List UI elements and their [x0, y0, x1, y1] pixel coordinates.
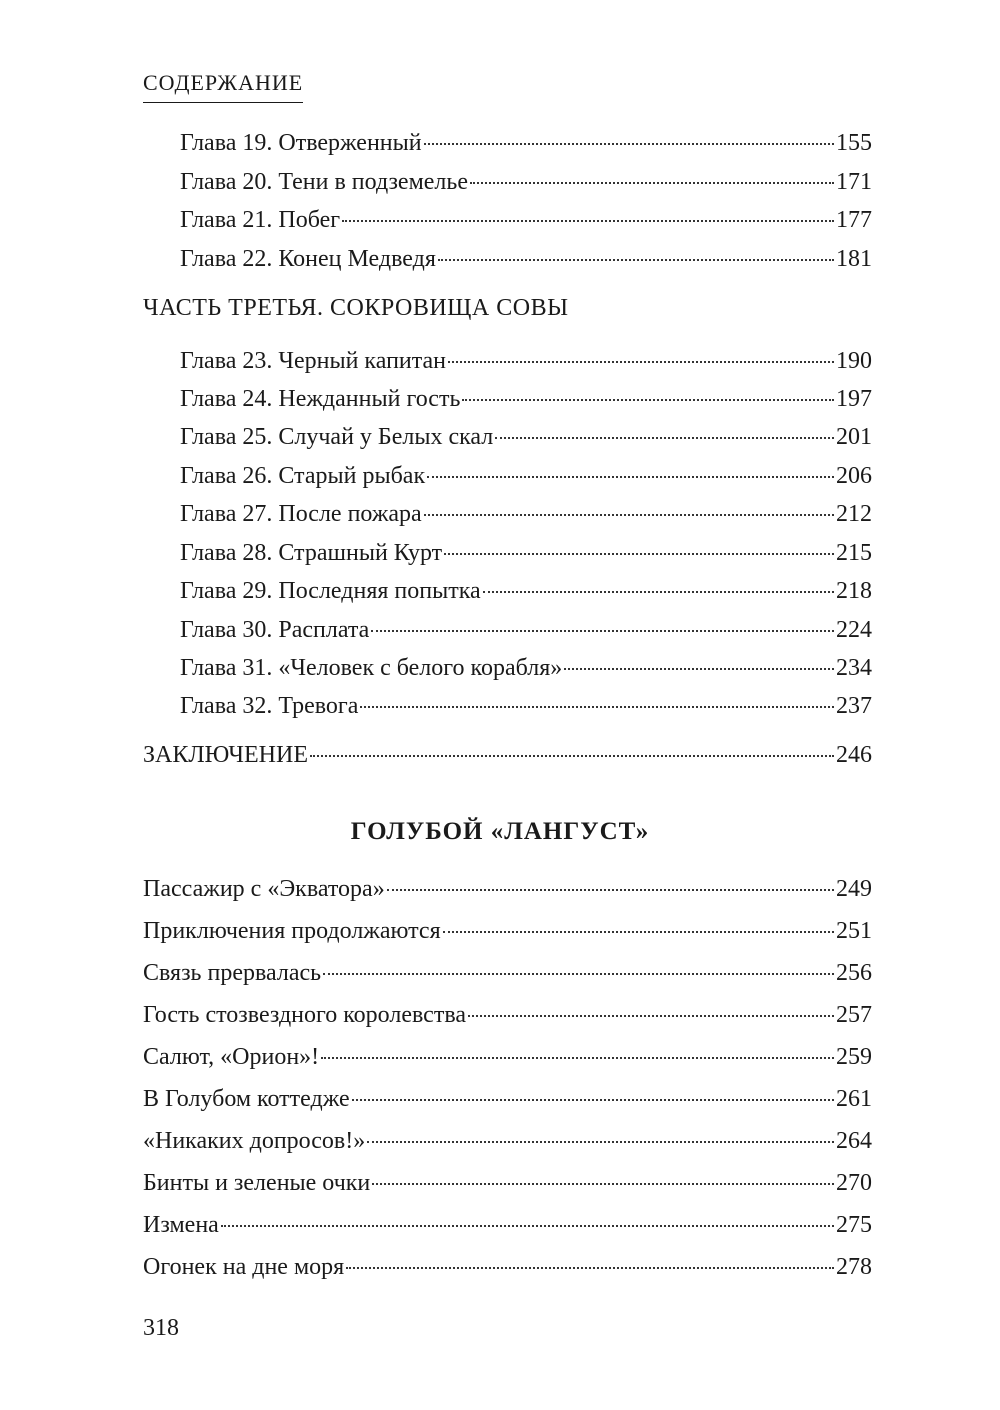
toc-row	[0, 916, 1000, 946]
toc-row	[0, 128, 1000, 158]
toc-entry-title: Глава 22. Конец Медведя	[180, 246, 436, 272]
dot-leader	[371, 630, 834, 632]
toc-entry-title: «Никаких допросов!»	[143, 1128, 366, 1154]
dot-leader	[564, 668, 834, 670]
toc-row	[0, 167, 1000, 197]
toc-entry-title: Измена	[143, 1212, 219, 1238]
toc-entry-conclusion[interactable]	[143, 740, 872, 770]
toc-entry[interactable]	[180, 167, 872, 197]
dot-leader	[424, 143, 834, 145]
toc-entry[interactable]	[143, 874, 872, 904]
toc-entry[interactable]	[180, 615, 872, 645]
part-title: ЧАСТЬ ТРЕТЬЯ. СОКРОВИЩА СОВЫ	[143, 295, 569, 321]
toc-entry-page: 177	[836, 207, 872, 233]
section-title: ГОЛУБОЙ «ЛАНГУСТ»	[350, 818, 650, 845]
dot-leader	[468, 1015, 834, 1017]
dot-leader	[483, 591, 834, 593]
toc-row	[0, 384, 1000, 414]
dot-leader	[352, 1099, 834, 1101]
toc-row	[0, 1084, 1000, 1114]
toc-row	[0, 538, 1000, 568]
dot-leader	[221, 1225, 834, 1227]
toc-entry[interactable]	[180, 346, 872, 376]
toc-entry[interactable]	[180, 384, 872, 414]
toc-entry-title: Глава 27. После пожара	[180, 501, 422, 527]
toc-entry-page: 259	[836, 1044, 872, 1070]
toc-entry[interactable]	[143, 916, 872, 946]
toc-entry-title: Гость стозвездного королевства	[143, 1002, 466, 1028]
toc-entry-title: Салют, «Орион»!	[143, 1044, 320, 1070]
toc-entry-title: Глава 26. Старый рыбак	[180, 463, 426, 489]
toc-entry-page: 270	[836, 1170, 872, 1196]
toc-row	[0, 1126, 1000, 1156]
toc-row	[0, 874, 1000, 904]
toc-entry[interactable]	[180, 653, 872, 683]
toc-row	[0, 422, 1000, 452]
toc-row	[0, 1042, 1000, 1072]
toc-entry-page: 215	[836, 540, 872, 566]
toc-entry[interactable]	[143, 1084, 872, 1114]
toc-row	[0, 1210, 1000, 1240]
toc-entry-page: 256	[836, 960, 872, 986]
toc-entry[interactable]	[180, 499, 872, 529]
dot-leader	[346, 1267, 834, 1269]
toc-row	[0, 958, 1000, 988]
toc-entry-title: Глава 28. Страшный Курт	[180, 540, 443, 566]
toc-entry-page: 257	[836, 1002, 872, 1028]
toc-entry-title: Глава 29. Последняя попытка	[180, 578, 481, 604]
dot-leader	[323, 973, 834, 975]
toc-entry-page: 206	[836, 463, 872, 489]
toc-row	[0, 346, 1000, 376]
dot-leader	[427, 476, 834, 478]
toc-entry[interactable]	[180, 128, 872, 158]
dot-leader	[470, 182, 834, 184]
toc-entry-title: Приключения продолжаются	[143, 918, 441, 944]
toc-entry[interactable]	[143, 1126, 872, 1156]
toc-row	[0, 740, 1000, 770]
toc-entry[interactable]	[143, 1042, 872, 1072]
toc-entry[interactable]	[180, 205, 872, 235]
dot-leader	[342, 220, 834, 222]
dot-leader	[321, 1057, 834, 1059]
toc-entry-title: Глава 19. Отверженный	[180, 130, 422, 156]
toc-entry[interactable]	[143, 958, 872, 988]
dot-leader	[448, 361, 834, 363]
toc-entry-title: Бинты и зеленые очки	[143, 1170, 371, 1196]
toc-row	[0, 653, 1000, 683]
dot-leader	[372, 1183, 834, 1185]
dot-leader	[438, 259, 834, 261]
toc-entry-page: 264	[836, 1128, 872, 1154]
toc-row	[0, 691, 1000, 721]
toc-entry[interactable]	[143, 1210, 872, 1240]
toc-row	[0, 499, 1000, 529]
toc-entry-page: 234	[836, 655, 872, 681]
toc-entry-page: 246	[836, 742, 872, 768]
toc-entry-page: 224	[836, 617, 872, 643]
toc-row	[0, 576, 1000, 606]
toc-entry[interactable]	[180, 244, 872, 274]
toc-entry-title: Глава 21. Побег	[180, 207, 341, 233]
page-number: 318	[143, 1315, 179, 1341]
toc-entry-title: Пассажир с «Экватора»	[143, 876, 385, 902]
toc-row	[0, 205, 1000, 235]
toc-entry-title: Глава 25. Случай у Белых скал	[180, 424, 494, 450]
dot-leader	[424, 514, 834, 516]
toc-entry-title: Глава 24. Нежданный гость	[180, 386, 461, 412]
toc-entry[interactable]	[180, 576, 872, 606]
toc-entry-page: 171	[836, 169, 872, 195]
toc-entry-page: 212	[836, 501, 872, 527]
toc-entry-title: Глава 23. Черный капитан	[180, 348, 447, 374]
toc-entry-page: 201	[836, 424, 872, 450]
toc-entry[interactable]	[180, 691, 872, 721]
toc-entry[interactable]	[143, 1252, 872, 1282]
dot-leader	[462, 399, 834, 401]
toc-entry-page: 237	[836, 693, 872, 719]
toc-entry-page: 197	[836, 386, 872, 412]
toc-entry-page: 261	[836, 1086, 872, 1112]
toc-entry-page: 155	[836, 130, 872, 156]
toc-entry-page: 275	[836, 1212, 872, 1238]
dot-leader	[444, 553, 834, 555]
running-header: СОДЕРЖАНИЕ	[143, 70, 303, 103]
toc-entry[interactable]	[180, 422, 872, 452]
toc-entry-page: 190	[836, 348, 872, 374]
dot-leader	[360, 706, 834, 708]
toc-entry-page: 251	[836, 918, 872, 944]
toc-row	[0, 1000, 1000, 1030]
toc-entry-title: Глава 32. Тревога	[180, 693, 359, 719]
toc-entry-title: Связь прервалась	[143, 960, 322, 986]
toc-entry-title: ЗАКЛЮЧЕНИЕ	[143, 742, 308, 768]
toc-entry[interactable]	[143, 1168, 872, 1198]
toc-row	[0, 1168, 1000, 1198]
dot-leader	[310, 755, 834, 757]
toc-entry[interactable]	[180, 538, 872, 568]
toc-entry-title: Глава 30. Расплата	[180, 617, 370, 643]
toc-entry[interactable]	[180, 461, 872, 491]
toc-row	[0, 461, 1000, 491]
toc-entry-title: В Голубом коттедже	[143, 1086, 350, 1112]
toc-entry[interactable]	[143, 1000, 872, 1030]
toc-row	[0, 1252, 1000, 1282]
toc-entry-page: 249	[836, 876, 872, 902]
toc-entry-title: Огонек на дне моря	[143, 1254, 345, 1280]
toc-row	[0, 244, 1000, 274]
toc-entry-page: 278	[836, 1254, 872, 1280]
dot-leader	[367, 1141, 834, 1143]
toc-row	[0, 615, 1000, 645]
toc-entry-title: Глава 31. «Человек с белого корабля»	[180, 655, 563, 681]
dot-leader	[443, 931, 834, 933]
toc-entry-page: 218	[836, 578, 872, 604]
dot-leader	[495, 437, 834, 439]
dot-leader	[387, 889, 834, 891]
toc-entry-page: 181	[836, 246, 872, 272]
toc-entry-title: Глава 20. Тени в подземелье	[180, 169, 468, 195]
